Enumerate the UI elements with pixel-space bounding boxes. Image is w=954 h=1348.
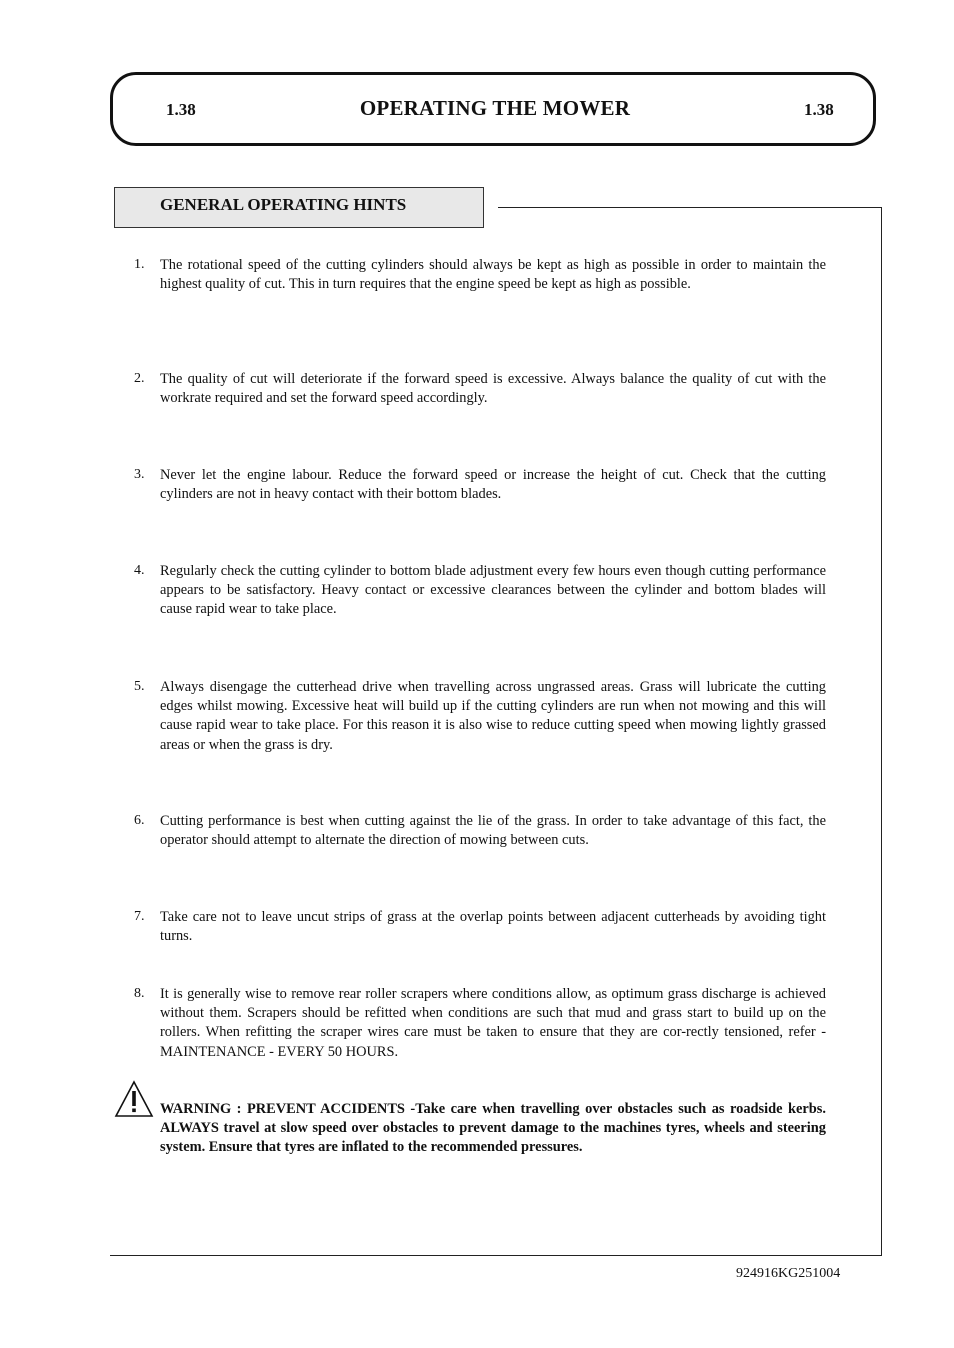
hint-text: Never let the engine labour. Reduce the forward speed or increase the height of cut. Check that the cutting cylinders are not in heavy contact with their bottom blades. [160, 467, 826, 503]
section-heading: GENERAL OPERATING HINTS [160, 195, 407, 214]
hint-number: 7. [134, 909, 145, 924]
hint-number: 1. [134, 257, 145, 272]
bottom-rule [110, 1255, 882, 1256]
hint-number: 5. [134, 679, 145, 694]
top-rule [498, 207, 882, 208]
hint-text: The quality of cut will deteriorate if the forward speed is excessive. Always balance the quality of cut with the workrate required and set the forward speed accordingly. [160, 371, 826, 407]
warning-triangle-icon [114, 1080, 154, 1118]
warning-text: WARNING : PREVENT ACCIDENTS -Take care when travelling over obstacles such as roadside kerbs. ALWAYS travel at slow speed over obstacles to prevent damage to the machines tyres, wheels and steering system. Ensure that tyres are inflated to the recommended pressures. [160, 1101, 826, 1156]
hint-text: Always disengage the cutterhead drive when travelling across ungrassed areas. Grass will lubricate the cutting edges whilst mowing. Excessive heat will build up if the cutting cylinders are run when not mowing and this will cause rapid wear to take place. For this reason it is also wise to reduce cutting speed when mowing lightly grassed areas or when the grass is dry. [160, 679, 826, 753]
hint-number: 2. [134, 371, 145, 386]
hint-text: Regularly check the cutting cylinder to bottom blade adjustment every few hours even though cutting performance appears to be satisfactory. Heavy contact or excessive clearances between the cylinder and bottom blades will cause rapid wear to take place. [160, 563, 826, 618]
section-heading-box [114, 187, 484, 228]
section-number-left: 1.38 [166, 100, 196, 119]
hint-text: It is generally wise to remove rear roller scrapers where conditions allow, as optimum grass discharge is achieved without them. Scrapers should be refitted when conditions are such that mud and grass start to build up on the rollers. When refitting the scraper wires care must be taken to ensure that they are cor-rectly tensioned, refer - MAINTENANCE - EVERY 50 HOURS. [160, 986, 826, 1060]
hint-text: Take care not to leave uncut strips of grass at the overlap points between adjacent cutterheads by avoiding tight turns. [160, 909, 826, 945]
hint-number: 3. [134, 467, 145, 482]
page-title: OPERATING THE MOWER [359, 96, 631, 120]
hint-number: 6. [134, 813, 145, 828]
hint-text: Cutting performance is best when cutting against the lie of the grass. In order to take advantage of this fact, the operator should attempt to alternate the direction of mowing between cuts. [160, 813, 826, 849]
document-code: 924916KG251004 [736, 1266, 841, 1281]
right-rule [881, 207, 882, 1255]
hint-number: 8. [134, 986, 145, 1001]
hint-text: The rotational speed of the cutting cylinders should always be kept as high as possible in order to maintain the highest quality of cut. This in turn requires that the engine speed be kept as high as possible. [160, 257, 826, 293]
hint-number: 4. [134, 563, 145, 578]
section-number-right: 1.38 [804, 100, 834, 119]
